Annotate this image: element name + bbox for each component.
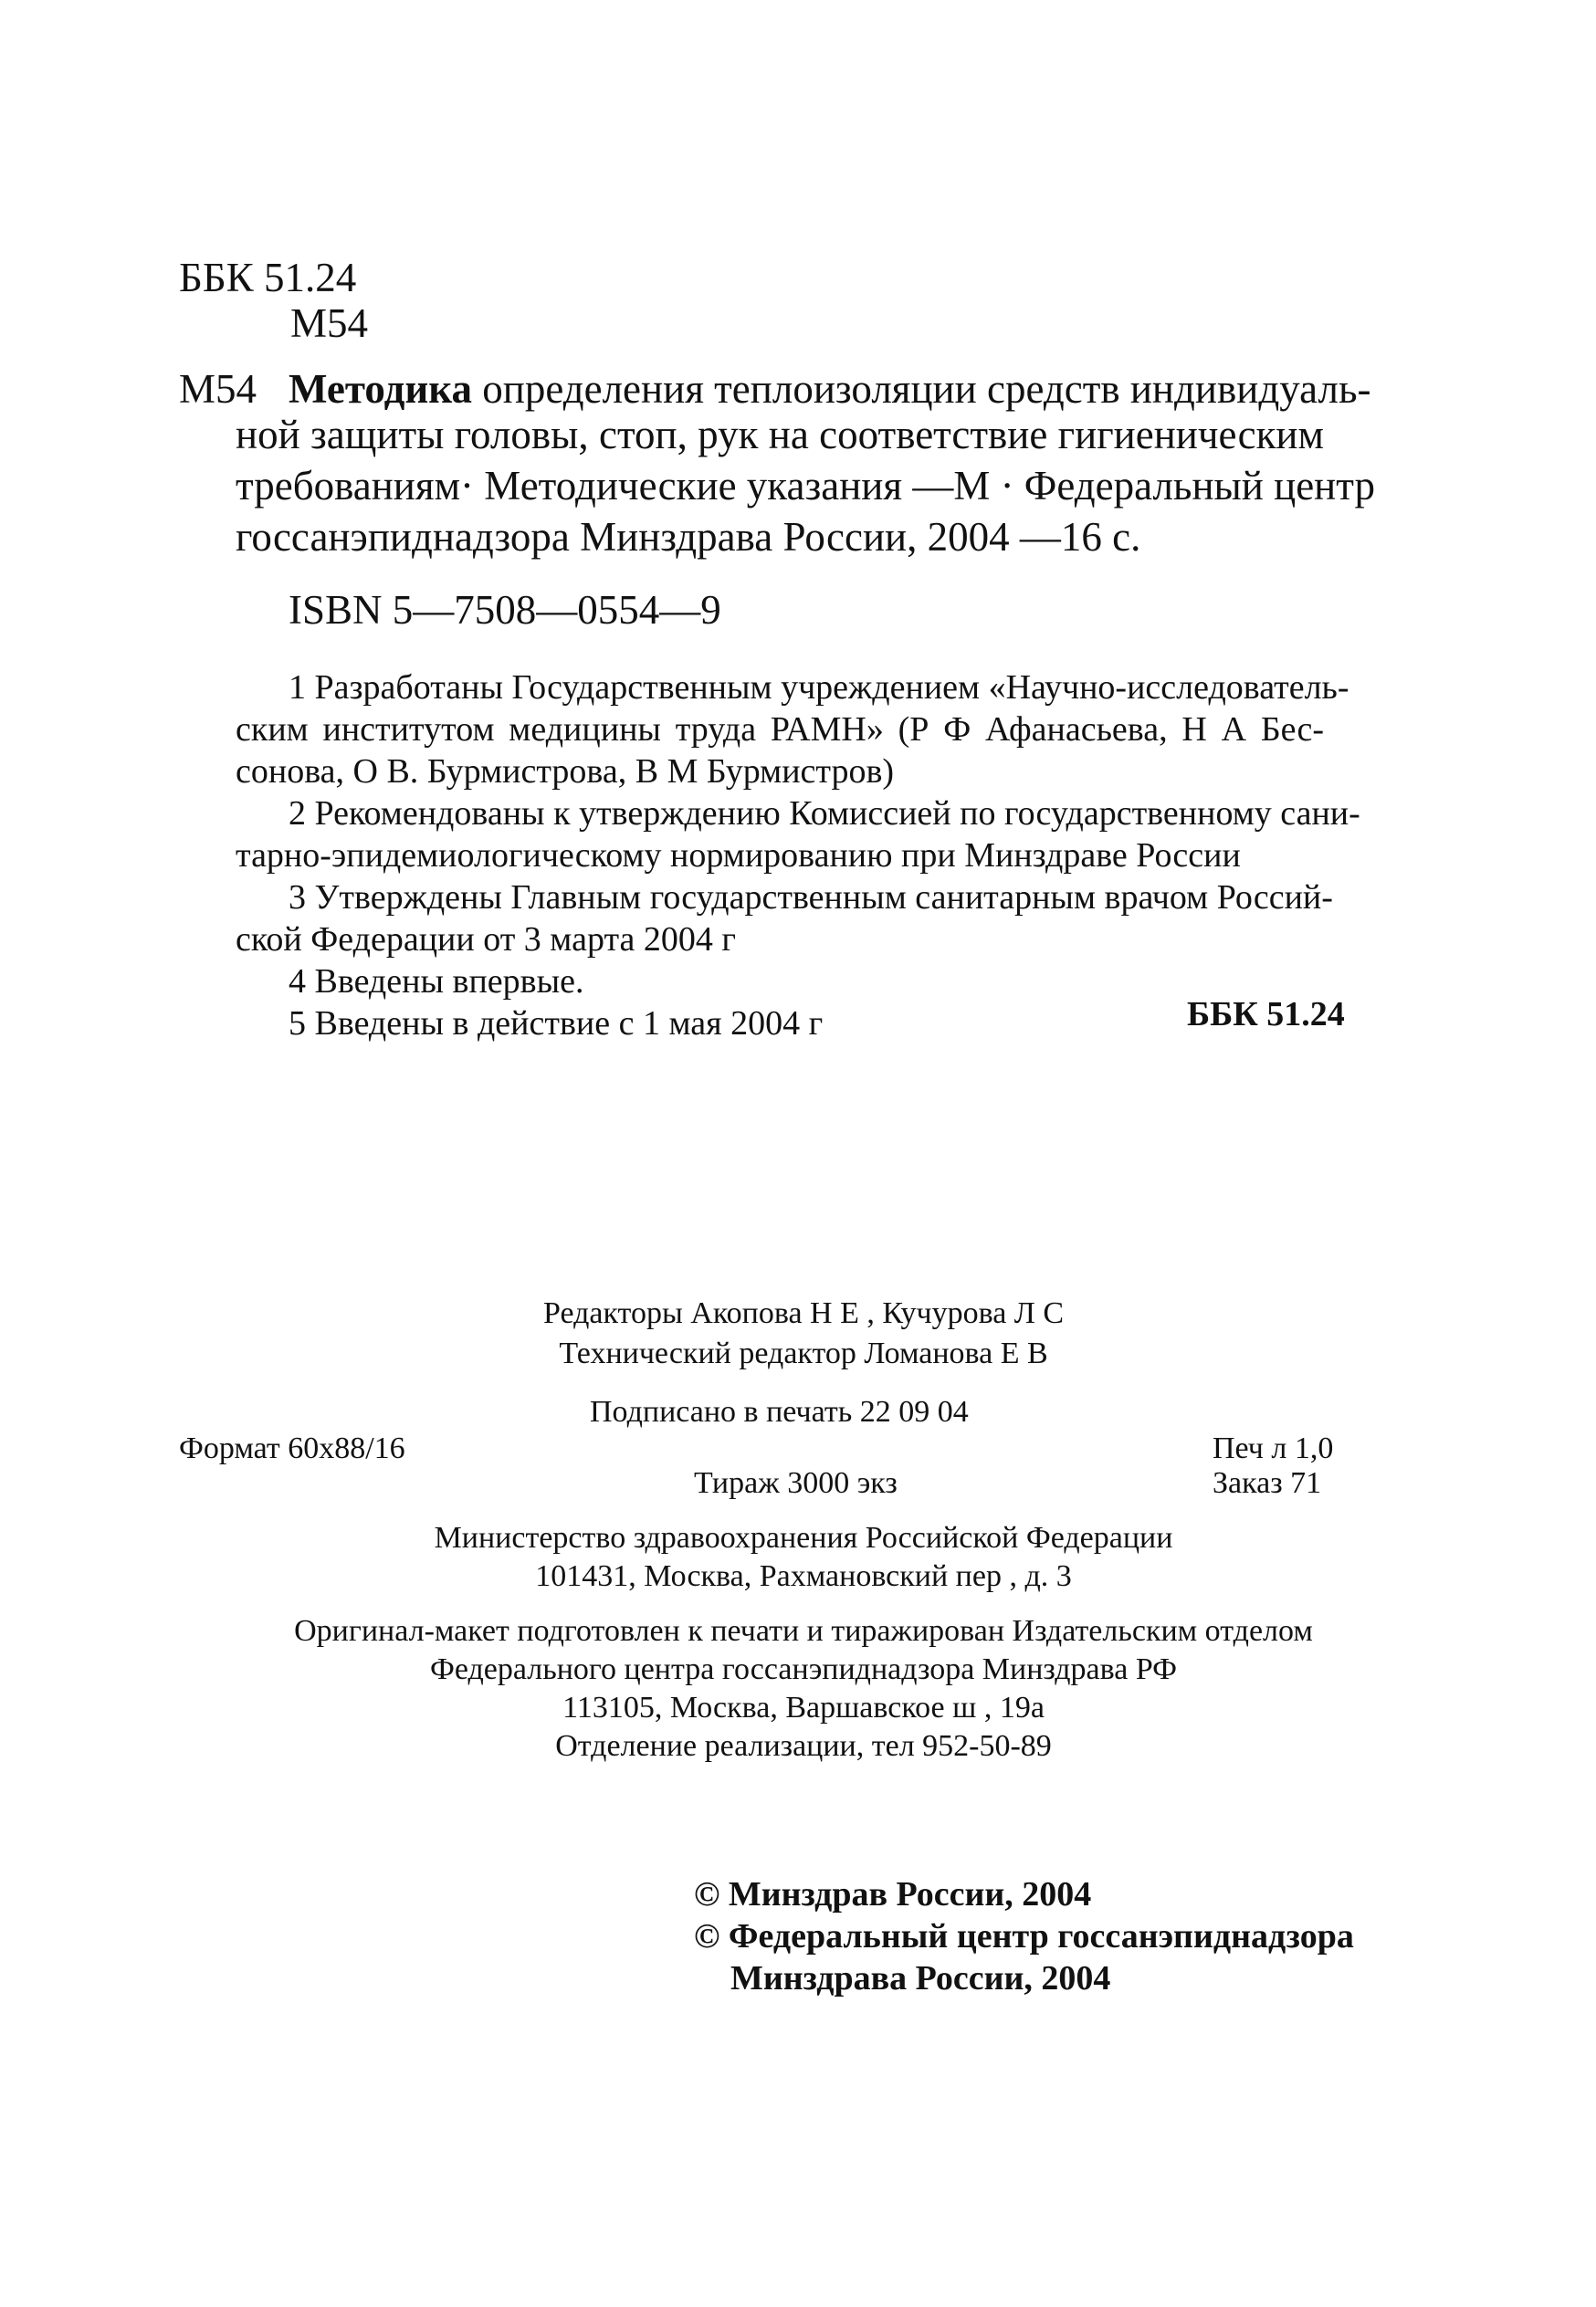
entry-line1: определения теплоизоляции средств индивидуаль- — [482, 366, 1371, 412]
note-3-line-1: 3 Утверждены Главным государственным санитарным врачом Россий- — [289, 878, 1333, 917]
entry-continuation — [236, 409, 1375, 562]
entry-line2: ной защиты головы, стоп, рук на соответствие гигиеническим — [236, 412, 1324, 457]
copyright-line-1: © Минздрав России, 2004 — [694, 1875, 1092, 1914]
entry-line4: госсанэпиднадзора Минздрава России, 2004 —16 с. — [236, 514, 1141, 560]
copyright-line-2: © Федеральный центр госсанэпиднадзора — [694, 1917, 1354, 1956]
ministry-name: Министерство здравоохранения Российской Федерации — [434, 1521, 1173, 1555]
signed-to-print: Подписано в печать 22 09 04 — [590, 1395, 969, 1429]
copyright-line-3: Минздрава России, 2004 — [730, 1959, 1111, 1998]
editors: Редакторы Акопова Н Е , Кучурова Л С — [542, 1296, 1065, 1330]
bibliographic-entry — [289, 363, 1371, 414]
bbk-code-right: ББК 51.24 — [1187, 995, 1345, 1033]
circulation: Тираж 3000 экз — [694, 1466, 898, 1500]
note-2-line-2: тарно-эпидемиологическому нормированию при Минздраве России — [236, 836, 1241, 875]
entry-line3: требованиям· Методические указания —М · Федеральный центр — [236, 463, 1375, 509]
note-4-line-1: 4 Введены впервые. — [289, 962, 584, 1001]
format: Формат 60x88/16 — [179, 1431, 405, 1465]
note-1-line-1: 1 Разработаны Государственным учреждением «Научно-исследователь- — [289, 668, 1349, 707]
note-2-line-1: 2 Рекомендованы к утверждению Комиссией по государственному сани- — [289, 794, 1360, 833]
technical-editor: Технический редактор Ломанова Е В — [559, 1337, 1048, 1370]
entry-title-bold: Методика — [289, 366, 473, 412]
note-1-line-3: сонова, О В. Бурмистрова, В М Бурмистров) — [236, 752, 895, 791]
publisher-line-3: 113105, Москва, Варшавское ш , 19а — [562, 1691, 1045, 1725]
ministry-address: 101431, Москва, Рахмановский пер , д. 3 — [535, 1559, 1072, 1593]
publisher-line-2: Федерального центра госсанэпиднадзора Минздрава РФ — [429, 1652, 1178, 1686]
note-5-line-1: 5 Введены в действие с 1 мая 2004 г — [289, 1004, 824, 1043]
isbn: ISBN 5—7508—0554—9 — [289, 587, 721, 633]
entry-mark: М54 — [179, 366, 257, 412]
notes-block — [236, 666, 1360, 1044]
publisher-line-4: Отделение реализации, тел 952-50-89 — [555, 1729, 1052, 1763]
publisher-line-1: Оригинал-макет подготовлен к печати и тиражирован Издательским отделом — [294, 1614, 1313, 1648]
print-sheets: Печ л 1,0 — [1213, 1431, 1334, 1465]
note-1-line-2: ским институтом медицины труда РАМН» (Р Ф Афанасьева, Н А Бес- — [236, 710, 1324, 749]
author-mark: М54 — [290, 300, 369, 346]
bbk-code: ББК 51.24 — [179, 255, 357, 300]
note-3-line-2: ской Федерации от 3 марта 2004 г — [236, 920, 736, 959]
order-number: Заказ 71 — [1213, 1466, 1322, 1500]
